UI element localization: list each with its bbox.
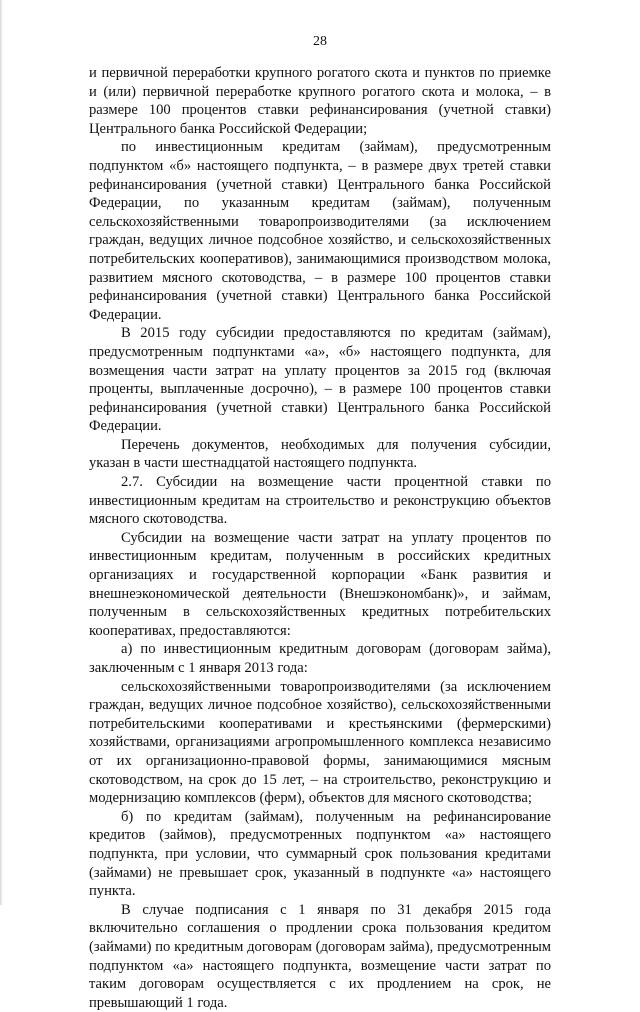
page-number: 28 (313, 34, 327, 49)
paragraph-2015-subsidies: В 2015 году субсидии предоставляются по кредитам (займам), предусмотренным подпунктами «а», «б» настоящего подпункта, для возмещения части затрат на уплату процентов за 2015 год (включая проценты, выплаченные досрочно), – в размере 100 процентов ставки рефинансирования (учетной ставки) Центрального банка Российской Федерации. (89, 325, 551, 435)
paragraph-continuation: и первичной переработки крупного рогатого скота и пунктов по приемке и (или) первичной переработке крупного рогатого скота и молока, – в размере 100 процентов ставки рефинансирования (учетной ставки) Центрального банка Российской Федерации; (89, 65, 551, 137)
paragraph-section-2-7: 2.7. Субсидии на возмещение части процентной ставки по инвестиционным кредитам на строительство и реконструкцию объектов мясного скотоводства. (89, 474, 551, 528)
paragraph-documents-list: Перечень документов, необходимых для получения субсидии, указан в части шестнадцатой настоящего подпункта. (89, 436, 551, 472)
paragraph-item-b: б) по кредитам (займам), полученным на рефинансирование кредитов (займов), предусмотренных подпунктом «а» настоящего подпункта, при условии, что суммарный срок пользования кредитами (займами) не превышает срок, указанный в подпункте «а» настоящего пункта. (89, 808, 551, 900)
paragraph-investment-loans: по инвестиционным кредитам (займам), предусмотренным подпунктом «б» настоящего подпункта, – в размере двух третей ставки рефинансирования (учетной ставки) Центрального банка Российской Федерации, по указанным кредитам (займам), полученным сельскохозяйственными товаропроизводителями (за исключением граждан, ведущих личное подсобное хозяйство, и сельскохозяйственных потребительских кооперативов), занимающимися производством молока, развитием мясного скотоводства, – в размере 100 процентов ставки рефинансирования (учетной ставки) Центрального банка Российской Федерации. (89, 139, 551, 323)
scan-edge (0, 0, 3, 905)
paragraph-extension-2015: В случае подписания с 1 января по 31 декабря 2015 года включительно соглашения о продлении срока пользования кредитом (займами) по кредитным договорам (договорам займа), предусмотренным подпунктом «а» настоящего подпункта, возмещение части затрат по таким договорам осуществляется с их продлением на срок, не превышающий 1 года. (89, 901, 551, 1011)
paragraph-item-a: а) по инвестиционным кредитным договорам (договорам займа), заключенным с 1 января 2013 года: (89, 641, 551, 676)
body-text (89, 64, 551, 1012)
paragraph-producers: сельскохозяйственными товаропроизводителями (за исключением граждан, ведущих личное подсобное хозяйство), сельскохозяйственными потребительскими кооперативами и крестьянскими (фермерскими) хозяйствами, организациями агропромышленного комплекса независимо от их организационно-правовой формы, занимающимися мясным скотоводством, на срок до 15 лет, – на строительство, реконструкцию и модернизацию комплексов (ферм), объектов для мясного скотоводства; (89, 678, 551, 807)
paragraph-subsidies-provided: Субсидии на возмещение части затрат на уплату процентов по инвестиционным кредитам, полученным в российских кредитных организациях и государственной корпорации «Банк развития и внешнеэкономической деятельности (Внешэкономбанк)», и займам, полученным в сельскохозяйственных кредитных потребительских кооперативах, предоставляются: (89, 529, 551, 639)
